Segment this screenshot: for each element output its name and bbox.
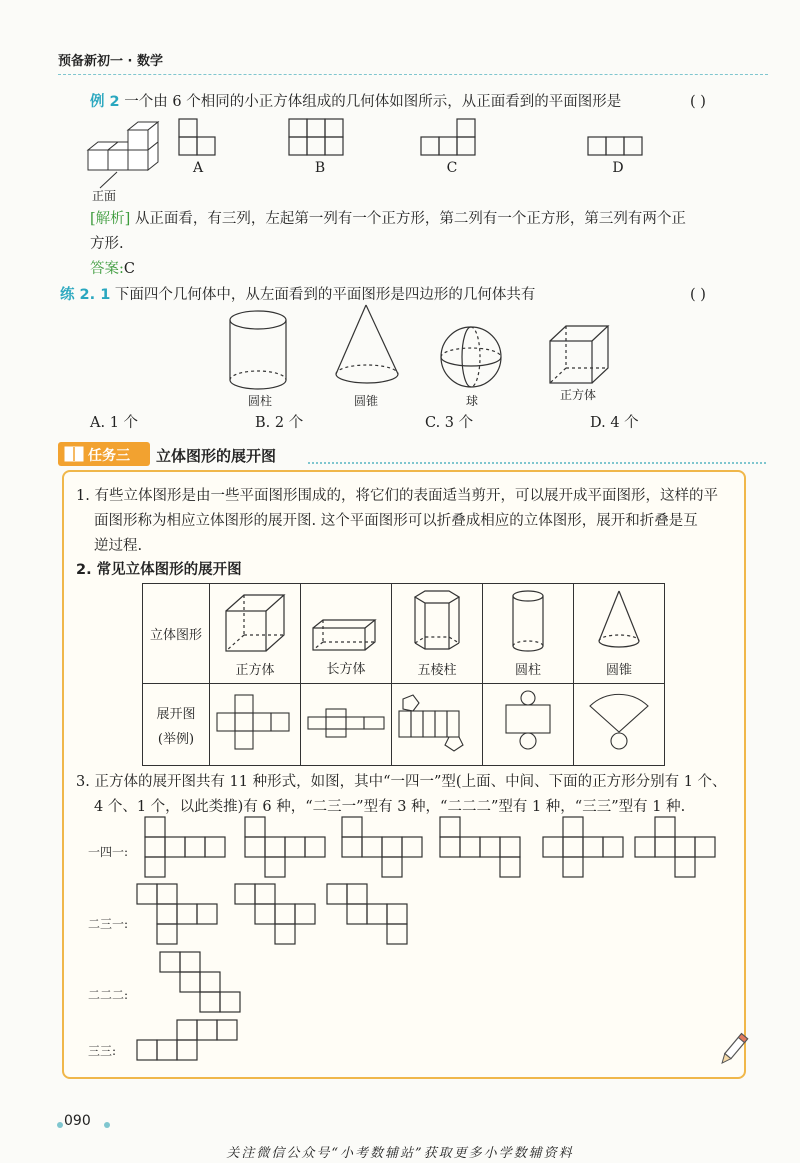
analysis-line-1 [90,207,686,231]
analysis-text-1: 从正面看，有三列，左起第一列有一个正方形，第二列有一个正方形，第三列有两个正 [134,211,686,227]
net-141-3 [337,815,427,881]
table-cone-net [584,690,654,756]
option-d-label: D [612,160,624,176]
table-cylinder-net [498,690,558,756]
footer-note: 关注微信公众号“小考数辅站”获取更多小学数辅资料 [226,1146,574,1161]
task-divider [308,462,766,464]
point1-line2: 面图形称为相应立体图形的展开图. 这个平面图形可以折叠成相应的立体图形，展开和折叠是互 [94,513,698,529]
practice-label: 练 2. 1 [60,287,111,303]
net-231-1 [132,882,222,948]
table-prism-cell [392,584,483,684]
net-type-222-label: 二二二: [88,988,129,1002]
practice-question-text: 下面四个几何体中，从左面看到的平面图形是四边形的几何体共有 [114,287,536,303]
answer [90,257,135,281]
example-label: 例 2 [90,94,120,110]
cylinder-label: 圆柱 [247,394,272,408]
example-question [90,90,621,114]
table-cuboid-cell [301,584,392,684]
front-label: 正面 [92,189,117,203]
cone-label: 圆锥 [353,394,378,408]
table-prism-net-cell [392,684,483,766]
answer-value: C [123,261,135,277]
table-cone-net-cell [574,684,665,766]
option-c-figure [420,118,490,160]
table-prism-label: 五棱柱 [417,663,457,678]
table-cube-net-cell [210,684,301,766]
table-cuboid-net-cell [301,684,392,766]
net-231-2 [230,882,320,948]
choice-a: A. 1 个 [90,415,139,431]
page-header: 预备新初一 · 数学 [58,54,163,69]
table-cube-net [213,693,297,753]
practice-bracket: ( ) [690,287,706,303]
cube-label: 正方体 [559,388,596,402]
net-141-4 [435,815,525,881]
cylinder-figure [225,308,295,393]
header-divider [58,74,768,75]
choice-d: D. 4 个 [590,415,639,431]
net-type-141-label: 一四一: [88,845,129,859]
option-b-figure [288,118,358,160]
table-cube-label: 正方体 [235,663,275,678]
table-cube-figure [220,589,290,655]
table-row2-header-2: (举例) [157,731,195,747]
practice-question [60,283,535,307]
pencil-icon [718,1030,748,1070]
table-cylinder-cell [483,584,574,684]
cube-figure [548,323,613,388]
cone-figure [330,302,405,392]
table-row1-header: 立体图形 [143,584,210,684]
answer-label: 答案: [90,261,124,277]
option-c-label: C [446,160,458,176]
table-prism-net [395,693,479,753]
choice-b: B. 2 个 [255,415,304,431]
analysis-tag: [解析] [90,211,131,227]
table-cone-cell [574,584,665,684]
table-cuboid-figure [311,618,381,654]
book-icon [64,446,84,462]
sphere-figure [438,325,508,390]
table-cube-cell [210,584,301,684]
net-141-1 [140,815,230,881]
analysis-line-2: 方形. [90,236,124,252]
net-222 [155,950,255,1018]
net-141-6 [630,815,720,881]
table-cylinder-net-cell [483,684,574,766]
net-141-2 [240,815,330,881]
option-a-label: A [192,160,204,176]
net-231-3 [322,882,412,948]
table-cone-label: 圆锥 [605,663,632,678]
table-prism-figure [409,589,465,655]
net-type-231-label: 二三一: [88,917,129,931]
option-b-label: B [314,160,326,176]
table-cone-figure [594,589,644,655]
option-d-figure [587,136,657,158]
task-heading [58,442,768,468]
point3-line1: 3. 正方体的展开图共有 11 种形式，如图，其中“一四一”型(上面、中间、下面的正方形分别有 1 个、 [76,774,727,790]
table-cylinder-label: 圆柱 [514,663,541,678]
example-question-text: 一个由 6 个相同的小正方体组成的几何体如图所示，从正面看到的平面图形是 [124,94,622,110]
net-33 [132,1018,242,1066]
choice-c: C. 3 个 [425,415,474,431]
point1-line1: 1. 有些立体图形是由一些平面图形围成的，将它们的表面适当剪开，可以展开成平面图形，这样的平 [76,488,718,504]
net-141-5 [538,815,628,881]
net-type-33-label: 三三: [88,1044,117,1058]
table-row2-header [143,684,210,766]
nets-table [142,583,665,766]
point1-line3: 逆过程. [94,538,143,554]
table-cuboid-label: 长方体 [326,662,366,677]
option-a-figure [178,118,238,160]
page-number: 090 [64,1113,91,1129]
example-bracket: ( ) [690,94,706,110]
table-cylinder-figure [508,589,548,655]
task-pill-text: 任务三 [88,448,130,464]
task-title: 立体图形的展开图 [156,447,277,465]
table-row2-header-1: 展开图 [156,706,196,722]
point3-line2: 4 个、1 个，以此类推)有 6 种，“二三一”型有 3 种，“二二二”型有 1 种，“三三”型有 1 种. [94,799,686,815]
table-cuboid-net [304,703,388,743]
point2-title: 2. 常见立体图形的展开图 [76,562,242,578]
sphere-label: 球 [465,394,478,408]
